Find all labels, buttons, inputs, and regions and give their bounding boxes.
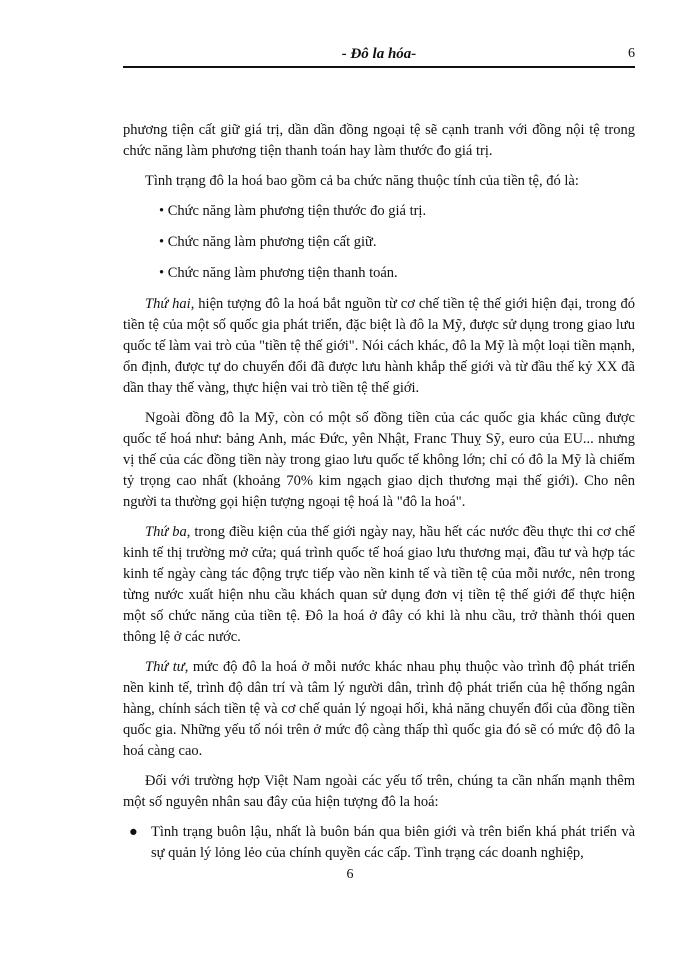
paragraph-functions-intro: Tình trạng đô la hoá bao gồm cả ba chức năng thuộc tính của tiền tệ, đó là: (145, 173, 579, 189)
page-header (123, 40, 635, 66)
function-item: • Chức năng làm phương tiện thanh toán. (159, 265, 398, 281)
paragraph-text: , trong điều kiện của thế giới ngày nay, hầu hết các nước đều thực thi cơ chế kinh tế thị trường mở cửa; quá trình quốc tế hoá giao lưu thương mại, đầu tư và hợp tác kinh tế ngày càng tác động trực tiếp vào nền kinh tế và tiền tệ của mỗi nước, nên trong từng nước xuất hiện nhu cầu khách quan sử dụng đơn vị tiền tệ thế giới để thực hiện một số chức năng của tiền tệ. Đô la hoá ở đây có khi là nhu cầu, trở thành thói quen thông lệ ở các nước. (123, 524, 635, 645)
function-item: • Chức năng làm phương tiện thước đo giá trị. (159, 203, 427, 219)
causes-list (123, 822, 635, 864)
paragraph-fourth (123, 657, 635, 762)
paragraph-third (123, 522, 635, 648)
bullet-dot-icon: ● (129, 824, 138, 840)
cause-text: Tình trạng buôn lậu, nhất là buôn bán qua biên giới và trên biển khá phát triển và sự quản lý lỏng lẻo của chính quyền các cấp. Tình trạng các doanh nghiệp, (151, 824, 635, 861)
paragraph-other-currencies: Ngoài đồng đô la Mỹ, còn có một số đồng tiền của các quốc gia khác cũng được quốc tế hoá như: bảng Anh, mác Đức, yên Nhật, Franc Thuỵ Sỹ, euro của EU... nhưng vị thế của các đồng tiền này trong giao lưu quốc tế không lớn; chỉ có đô la Mỹ là chiếm tỷ trọng cao nhất (khoảng 70% kim ngạch giao dịch thương mại thế giới). Cho nên người ta thường gọi hiện tượng ngoại tệ hoá là "đô la hoá". (123, 410, 635, 510)
functions-list (123, 201, 635, 284)
paragraph-text: , mức độ đô la hoá ở mỗi nước khác nhau phụ thuộc vào trình độ phát triển nền kinh tế, trình độ dân trí và tâm lý người dân, trình độ phát triển của hệ thống ngân hàng, chính sách tiền tệ và cơ chế quản lý ngoại hối, khả năng chuyển đổi của đồng tiền quốc gia. Những yếu tố nói trên ở mức độ càng thấp thì quốc gia đó sẽ có mức độ đô la hoá càng cao. (123, 659, 635, 759)
paragraph-text: , hiện tượng đô la hoá bắt nguồn từ cơ chế tiền tệ thế giới hiện đại, trong đó tiền tệ của một số quốc gia phát triển, đặc biệt là đô la Mỹ, được sử dụng trong giao lưu quốc tế làm vai trò của "tiền tệ thế giới". Nói cách khác, đô la Mỹ là một loại tiền mạnh, ổn định, được tự do chuyển đổi đã được lưu hành khắp thế giới và từ đầu thế kỷ XX đã dần thay thế vàng, thực hiện vai trò tiền tệ thế giới. (123, 296, 635, 396)
header-rule (123, 66, 635, 68)
paragraph-lead: Thứ ba (145, 524, 187, 540)
paragraph-continuation: phương tiện cất giữ giá trị, dần dần đồng ngoại tệ sẽ cạnh tranh với đồng nội tệ trong chức năng làm phương tiện thanh toán hay làm thước đo giá trị. (123, 122, 635, 159)
function-item: • Chức năng làm phương tiện cất giữ. (159, 234, 377, 250)
paragraph-vietnam: Đối với trường hợp Việt Nam ngoài các yếu tố trên, chúng ta cần nhấn mạnh thêm một số nguyên nhân sau đây của hiện tượng đô la hoá: (123, 773, 635, 810)
cause-item (123, 822, 635, 864)
paragraph-second (123, 294, 635, 399)
paragraph-lead: Thứ tư (145, 659, 185, 675)
header-title: - Đô la hóa- (341, 46, 417, 62)
paragraph-lead: Thứ hai (145, 296, 191, 312)
footer-page-number: 6 (346, 867, 354, 882)
header-page-number: 6 (628, 46, 635, 61)
document-body (123, 120, 635, 864)
